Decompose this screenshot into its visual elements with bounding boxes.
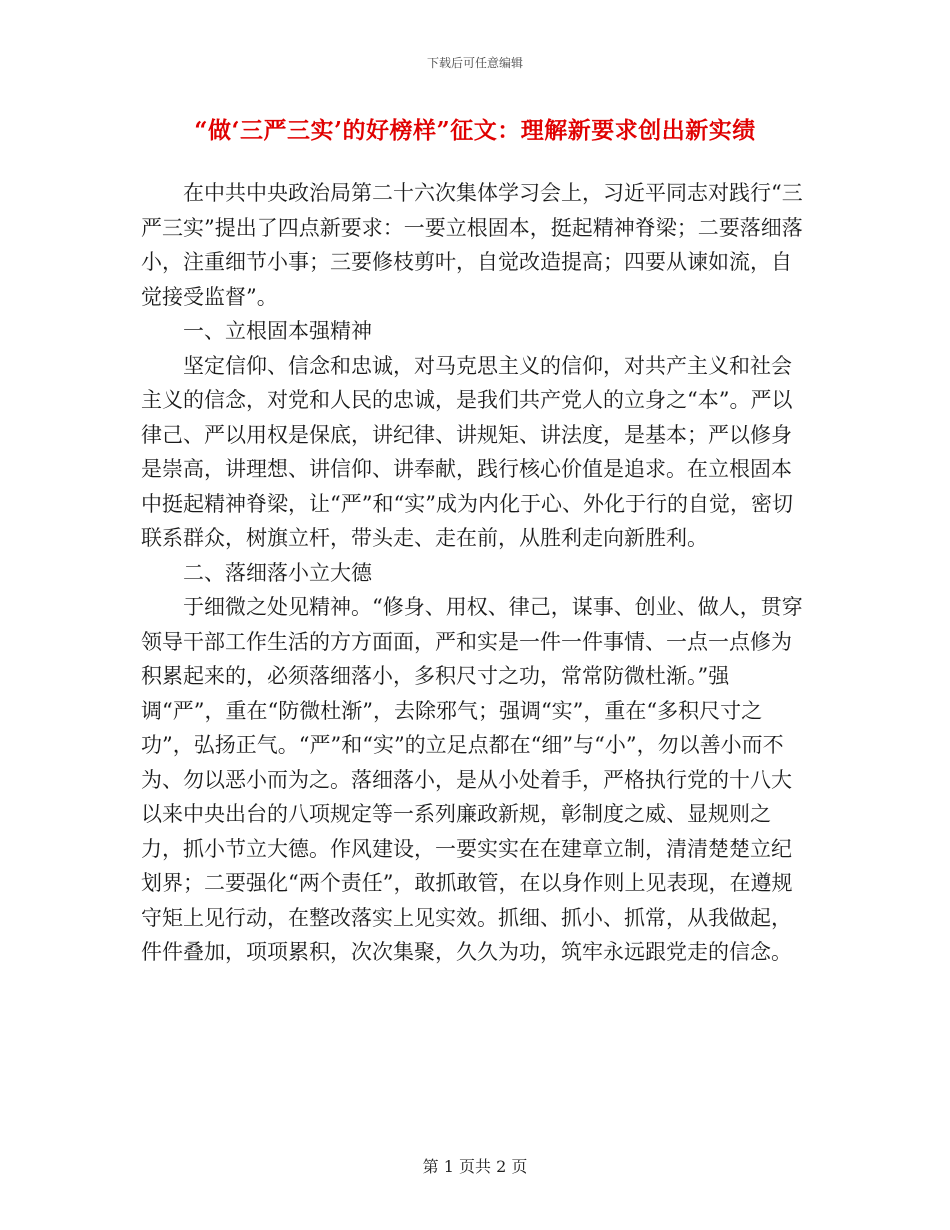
section-heading-1: 一、立根固本强精神 xyxy=(183,319,372,343)
page-header-note: 下载后可任意编辑 xyxy=(426,56,523,70)
section-2-paragraph: 于细微之处见精神。“修身、用权、律己，谋事、创业、做人，贯穿领导干部工作生活的方方面面，严和实是一件一件事情、一点一点修为积累起来的，必须落细落小，多积尺寸之功，常常防微杜渐。”强调“严”，重在“防微杜渐”，去除邪气；强调“实”，重在“多积尺寸之功”，弘扬正气。“严”和“实”的立足点都在“细”与“小”，勿以善小而不为、勿以恶小而为之。落细落小，是从小处着手，严格执行党的十八大以来中央出台的八项规定等一系列廉政新规，彰制度之威、显规则之力，抓小节立大德。作风建设，一要实实在在建章立制，清清楚楚立纪划界；二要强化“两个责任”，敢抓敢管，在以身作则上见表现，在遵规守矩上见行动，在整改落实上见实效。抓细、抓小、抓常，从我做起，件件叠加，项项累积，次次集聚，久久为功，筑牢永远跟党走的信念。 xyxy=(141,595,803,964)
document-body xyxy=(141,176,811,970)
page-number: 第 1 页共 2 页 xyxy=(422,1157,528,1176)
intro-paragraph: 在中共中央政治局第二十六次集体学习会上，习近平同志对践行“三严三实”提出了四点新要求：一要立根固本，挺起精神脊梁；二要落细落小，注重细节小事；三要修枝剪叶，自觉改造提高；四要从谏如流，自觉接受监督”。 xyxy=(141,181,803,309)
document-title: “做‘三严三实’的好榜样”征文：理解新要求创出新实绩 xyxy=(194,117,756,144)
section-1-paragraph: 坚定信仰、信念和忠诚，对马克思主义的信仰，对共产主义和社会主义的信念，对党和人民的忠诚，是我们共产党人的立身之“本”。严以律己、严以用权是保底，讲纪律、讲规矩、讲法度，是基本；严以修身是崇高，讲理想、讲信仰、讲奉献，践行核心价值是追求。在立根固本中挺起精神脊梁，让“严”和“实”成为内化于心、外化于行的自觉，密切联系群众，树旗立杆，带头走、走在前，从胜利走向新胜利。 xyxy=(141,353,793,550)
section-heading-2: 二、落细落小立大德 xyxy=(183,560,372,585)
